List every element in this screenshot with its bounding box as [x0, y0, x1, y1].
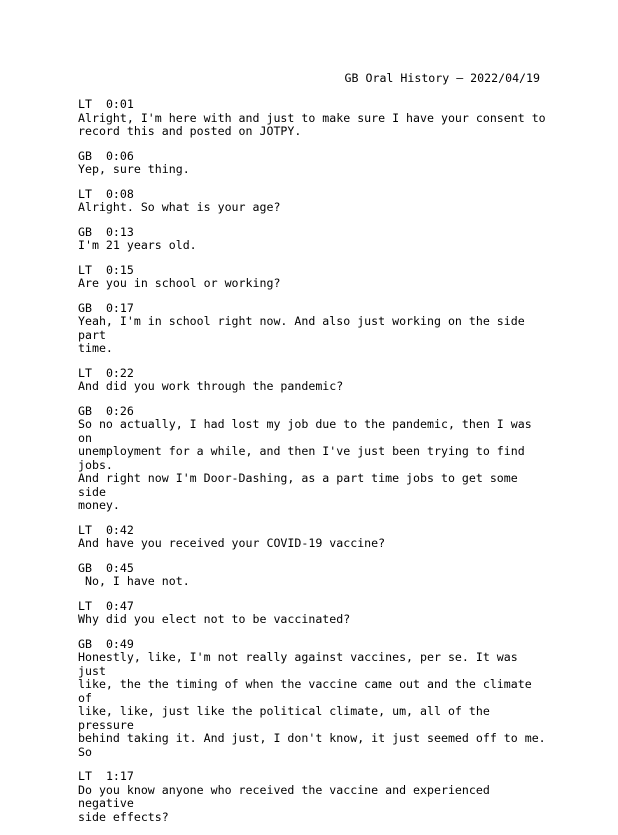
transcript-entry [78, 405, 548, 513]
speaker-label: GB [78, 300, 92, 315]
speaker-timestamp [78, 226, 548, 240]
speech-text: Alright. So what is your age? [78, 200, 281, 214]
speaker-timestamp [78, 98, 548, 112]
speech-text: Are you in school or working? [78, 276, 281, 290]
speech-text: And have you received your COVID-19 vaccine? [78, 536, 386, 550]
timestamp: 0:47 [105, 598, 134, 613]
timestamp: 1:17 [105, 769, 134, 783]
speaker-label: LT [78, 262, 92, 277]
speaker-timestamp [78, 600, 548, 614]
speaker-timestamp [78, 150, 548, 164]
timestamp: 0:17 [105, 300, 134, 315]
transcript-entry [78, 562, 548, 589]
speaker-timestamp [78, 405, 548, 419]
transcript-body [78, 98, 548, 835]
speech-text: Do you know anyone who received the vaccine and experienced negative side effects? [78, 782, 490, 824]
timestamp: 0:22 [105, 365, 134, 380]
speaker-timestamp [78, 264, 548, 278]
speaker-label: GB [78, 636, 92, 651]
speaker-label: LT [78, 769, 92, 783]
timestamp: 0:08 [105, 186, 134, 201]
speaker-label: LT [78, 365, 92, 380]
speaker-label: GB [78, 560, 92, 575]
speaker-label: LT [78, 186, 92, 201]
speaker-timestamp [78, 188, 548, 202]
transcript-entry [78, 524, 548, 551]
speech-text: And did you work through the pandemic? [78, 379, 344, 393]
timestamp: 0:01 [105, 97, 134, 111]
transcript-entry [78, 600, 548, 627]
timestamp: 0:45 [105, 560, 134, 575]
speaker-label: LT [78, 522, 92, 537]
speaker-timestamp [78, 770, 548, 784]
timestamp: 0:49 [105, 636, 134, 651]
speaker-timestamp [78, 367, 548, 381]
speech-text: Yep, sure thing. [78, 162, 190, 176]
speech-text: Honestly, like, I'm not really against vaccines, per se. It was just like, the the timing of when the vaccine came out and the climate of like, like, just like the political climate, um, all of the pressure behind taking it. And just, I don't know, it just seemed off to me. So [78, 650, 546, 759]
transcript-entry [78, 188, 548, 215]
document-header: GB Oral History – 2022/04/19 [344, 71, 540, 85]
speaker-label: LT [78, 97, 92, 111]
speaker-timestamp [78, 524, 548, 538]
timestamp: 0:13 [105, 224, 134, 239]
speech-text: So no actually, I had lost my job due to the pandemic, then I was on unemployment for a while, and then I've just been trying to find jobs. And right now I'm Door-Dashing, as a part time jobs to get some side money. [78, 417, 532, 512]
speaker-timestamp [78, 638, 548, 652]
transcript-entry [78, 638, 548, 760]
timestamp: 0:26 [105, 403, 134, 418]
speech-text: Yeah, I'm in school right now. And also just working on the side part time. [78, 314, 525, 355]
transcript-entry [78, 226, 548, 253]
speech-text: Why did you elect not to be vaccinated? [78, 612, 351, 626]
speaker-label: GB [78, 403, 92, 418]
speech-text: Alright, I'm here with and just to make sure I have your consent to record this and posted on JOTPY. [78, 110, 546, 138]
transcript-entry [78, 302, 548, 356]
speech-text: No, I have not. [78, 574, 190, 588]
speaker-timestamp [78, 302, 548, 316]
speaker-label: GB [78, 148, 92, 163]
speaker-label: LT [78, 598, 92, 613]
transcript-entry [78, 150, 548, 177]
transcript-entry [78, 367, 548, 394]
timestamp: 0:15 [105, 262, 134, 277]
transcript-entry [78, 770, 548, 824]
speaker-timestamp [78, 562, 548, 576]
transcript-entry [78, 264, 548, 291]
speech-text: I'm 21 years old. [78, 238, 197, 252]
timestamp: 0:06 [105, 148, 134, 163]
speaker-label: GB [78, 224, 92, 239]
transcript-entry [78, 98, 548, 139]
timestamp: 0:42 [105, 522, 134, 537]
